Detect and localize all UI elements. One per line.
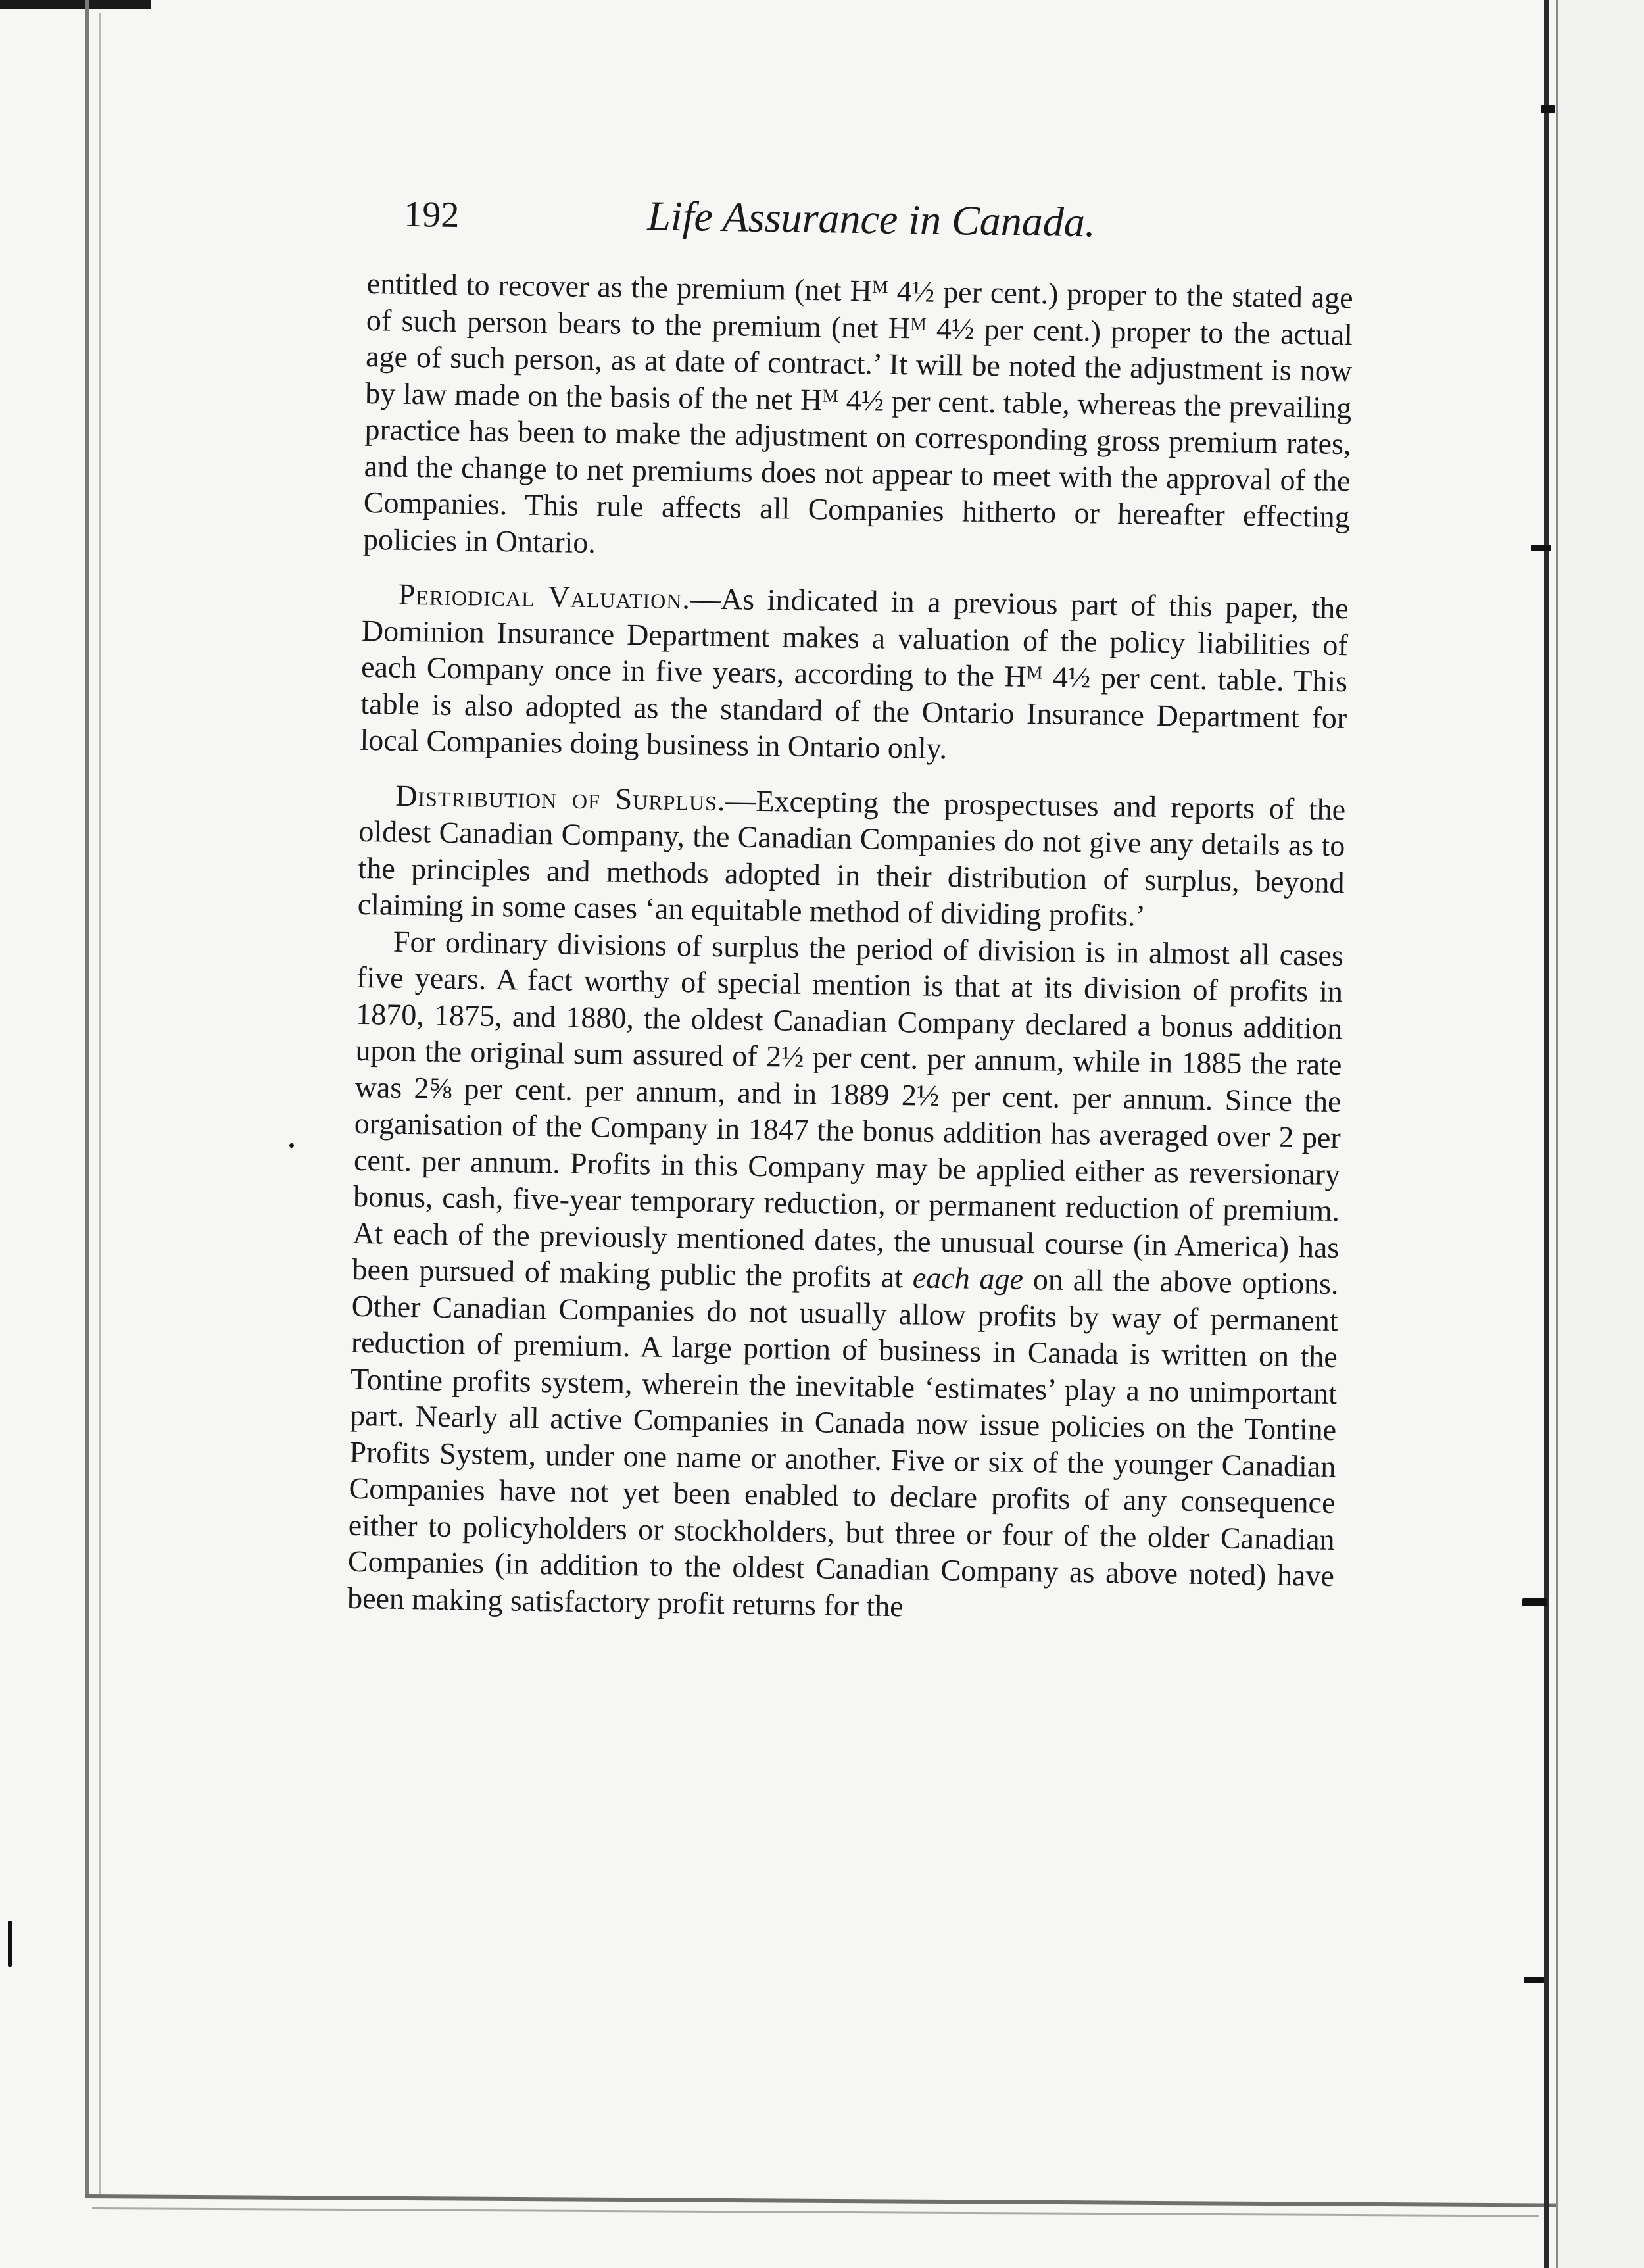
section-heading-periodical-valuation: Periodical Valuation. — [398, 577, 691, 616]
stray-mark — [8, 1921, 12, 1967]
paragraph-text: on all the above options. Other Canadian Companies do not usually allow profits by way of permanent reduction of premium. A large portion of business in Canada is written on the Tontine profits system, wherein the inevitable ‘estimates’ play a no unimportant part. Nearly all active Companies in Canada now issue policies on the Tontine Profits System, under one name or another. Five or six of the younger Canadian Companies have not yet been enabled to declare profits of any consequence either to policyholders or stockholders, but three or four of the older Canadian Companies (in addition to the oldest Canadian Company as above noted) have been making satisfactory profit returns for the — [347, 1262, 1339, 1623]
paragraph-ordinary-divisions — [347, 922, 1343, 1631]
binding-mark — [1524, 1977, 1544, 1983]
page-number: 192 — [403, 193, 460, 236]
scan-edge-left — [85, 0, 89, 2197]
paragraph-text: For ordinary divisions of surplus the period of division is in almost all cases five years. A fact worthy of special mention is that at its division of profits in 1870, 1875, and 1880, the oldest Canadian Company declared a bonus addition upon the original sum assured of 2½ per cent. per annum, while in 1885 the rate was 2⅝ per cent. per annum, and in 1889 2½ per cent. per annum. Since the organisation of the Company in 1847 the bonus addition has averaged over 2 per cent. per annum. Profits in this Company may be applied either as reversionary bonus, cash, five-year temporary reduction, or permanent reduction of premium. At each of the previously mentioned dates, the unusual course (in America) has been pursued of making public the profits at — [352, 924, 1344, 1294]
running-head — [368, 187, 1355, 261]
italic-emphasis: each age — [912, 1260, 1024, 1296]
paragraph-text: —Excepting the prospectuses and reports of the oldest Canadian Company, the Canadian Companies do not give any details as to the principles and methods adopted in their distribution of surplus, beyond claiming in some cases ‘an equitable method of dividing profits.’ — [357, 783, 1346, 933]
scan-edge-left-inner — [99, 13, 101, 2197]
paragraph-continuation: entitled to recover as the premium (net Hᴹ 4½ per cent.) proper to the stated age of such person bears to the premium (net Hᴹ 4½ per cent.) proper to the actual age of such person, as at date of contract.’ It will be noted the adjustment is now by law made on the basis of the net Hᴹ 4½ per cent. table, whereas the prevailing practice has been to make the adjustment on corresponding gross premium rates, and the change to net premiums does not appear to meet with the approval of the Companies. This rule affects all Companies hitherto or hereafter effecting policies in Ontario. — [362, 266, 1354, 559]
page-text-block — [347, 187, 1355, 1631]
paragraph-distribution-of-surplus — [357, 776, 1345, 937]
running-title: Life Assurance in Canada. — [646, 192, 1096, 246]
scan-edge-bottom — [85, 2194, 1572, 2207]
stray-dot — [289, 1143, 294, 1148]
scan-edge-bottom-inner — [92, 2207, 1539, 2217]
paragraph-periodical-valuation — [360, 576, 1349, 773]
binding-mark — [1541, 105, 1555, 113]
scan-edge-top — [0, 0, 151, 9]
facing-page-sliver — [1558, 0, 1644, 2268]
section-heading-distribution-of-surplus: Distribution of Surplus. — [395, 778, 726, 817]
binding-mark — [1522, 1598, 1547, 1606]
scan-edge-right — [1544, 0, 1549, 2268]
paragraph-text: —As indicated in a previous part of this paper, the Dominion Insurance Department makes a valuation of the policy liabilities of each Company once in five years, according to the Hᴹ 4½ per cent. table. This table is also adopted as the standard of the Ontario Insurance Department for local Companies doing business in Ontario only. — [360, 581, 1349, 766]
binding-mark — [1531, 545, 1551, 551]
